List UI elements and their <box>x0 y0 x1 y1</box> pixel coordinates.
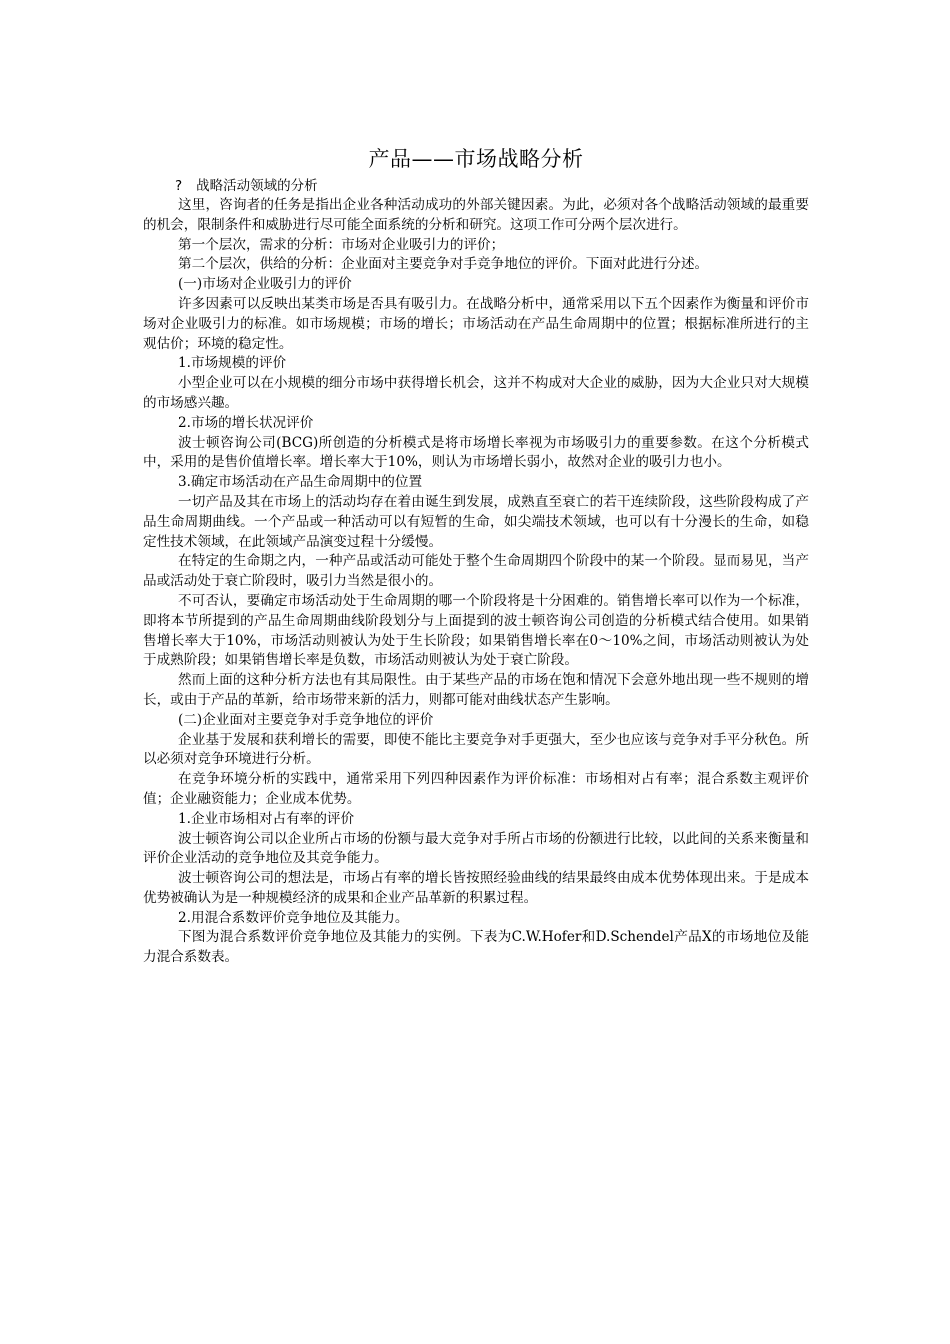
paragraph: 不可否认，要确定市场活动处于生命周期的哪一个阶段将是十分困难的。销售增长率可以作为一个标准，即将本节所提到的产品生命周期曲线阶段划分与上面提到的波士顿咨询公司创造的分析模式结合使用。如果销售增长率大于10%，市场活动则被认为处于生长阶段；如果销售增长率在0～10%之间，市场活动则被认为处于成熟阶段；如果销售增长率是负数，市场活动则被认为处于衰亡阶段。 <box>143 592 809 669</box>
paragraph: 在特定的生命期之内，一种产品或活动可能处于整个生命周期四个阶段中的某一个阶段。显而易见，当产品或活动处于衰亡阶段时，吸引力当然是很小的。 <box>143 553 809 590</box>
paragraph: 然而上面的这种分析方法也有其局限性。由于某些产品的市场在饱和情况下会意外地出现一些不规则的增长，或由于产品的革新，给市场带来新的活力，则都可能对曲线状态产生影响。 <box>143 672 809 708</box>
paragraph: 企业基于发展和获利增长的需要，即使不能比主要竞争对手更强大，至少也应该与竞争对手平分秋色。所以必须对竞争环境进行分析。 <box>143 731 809 768</box>
paragraph: 许多因素可以反映出某类市场是否具有吸引力。在战略分析中，通常采用以下五个因素作为衡量和评价市场对企业吸引力的标准。如市场规模；市场的增长；市场活动在产品生命周期中的位置；根据标准所进行的主观估价；环境的稳定性。 <box>143 295 809 352</box>
document-page <box>143 142 809 968</box>
subsection-heading: (一)市场对企业吸引力的评价 <box>178 276 352 293</box>
section-heading-label: 战略活动领域的分析 <box>196 178 318 194</box>
paragraph: 波士顿咨询公司的想法是，市场占有率的增长皆按照经验曲线的结果最终由成本优势体现出来。于是成本优势被确认为是一种规模经济的成果和企业产品革新的积累过程。 <box>143 870 809 906</box>
subsection-heading: 2.用混合系数评价竞争地位及其能力。 <box>178 909 409 926</box>
paragraph: 波士顿咨询公司(BCG)所创造的分析模式是将市场增长率视为市场吸引力的重要参数。在这个分析模式中，采用的是售价值增长率。增长率大于10%，则认为市场增长弱小，故然对企业的吸引力也小。 <box>143 434 809 471</box>
subsection-heading: 3.确定市场活动在产品生命周期中的位置 <box>178 474 423 491</box>
paragraph: 第一个层次，需求的分析：市场对企业吸引力的评价； <box>178 236 505 253</box>
paragraph: 第二个层次，供给的分析：企业面对主要竞争对手竞争地位的评价。下面对此进行分述。 <box>178 256 709 273</box>
paragraph: 一切产品及其在市场上的活动均存在着由诞生到发展，成熟直至衰亡的若干连续阶段，这些阶段构成了产品生命周期曲线。一个产品或一种活动可以有短暂的生命，如尖端技术领域，也可以有十分漫长的生命，如稳定性技术领域，在此领域产品演变过程十分缓慢。 <box>143 493 809 550</box>
section-marker: ? <box>175 178 183 194</box>
subsection-heading: 1.市场规模的评价 <box>178 355 287 372</box>
subsection-heading: (二)企业面对主要竞争对手竞争地位的评价 <box>178 711 434 728</box>
paragraph: 小型企业可以在小规模的细分市场中获得增长机会，这并不构成对大企业的威胁，因为大企业只对大规模的市场感兴趣。 <box>143 375 809 411</box>
paragraph: 这里，咨询者的任务是指出企业各种活动成功的外部关键因素。为此，必须对各个战略活动领域的最重要的机会，限制条件和威胁进行尽可能全面系统的分析和研究。这项工作可分两个层次进行。 <box>143 197 809 233</box>
paragraph: 下图为混合系数评价竞争地位及其能力的实例。下表为C.W.Hofer和D.Schendel产品X的市场地位及能力混合系数表。 <box>143 929 809 966</box>
section-heading <box>143 176 809 196</box>
subsection-heading: 1.企业市场相对占有率的评价 <box>178 810 355 827</box>
subsection-heading: 2.市场的增长状况评价 <box>178 414 314 431</box>
paragraph: 在竞争环境分析的实践中，通常采用下列四种因素作为评价标准：市场相对占有率；混合系数主观评价值；企业融资能力；企业成本优势。 <box>143 771 809 807</box>
document-title: 产品——市场战略分析 <box>368 147 584 171</box>
paragraph: 波士顿咨询公司以企业所占市场的份额与最大竞争对手所占市场的份额进行比较，以此间的关系来衡量和评价企业活动的竞争地位及其竞争能力。 <box>143 830 809 867</box>
